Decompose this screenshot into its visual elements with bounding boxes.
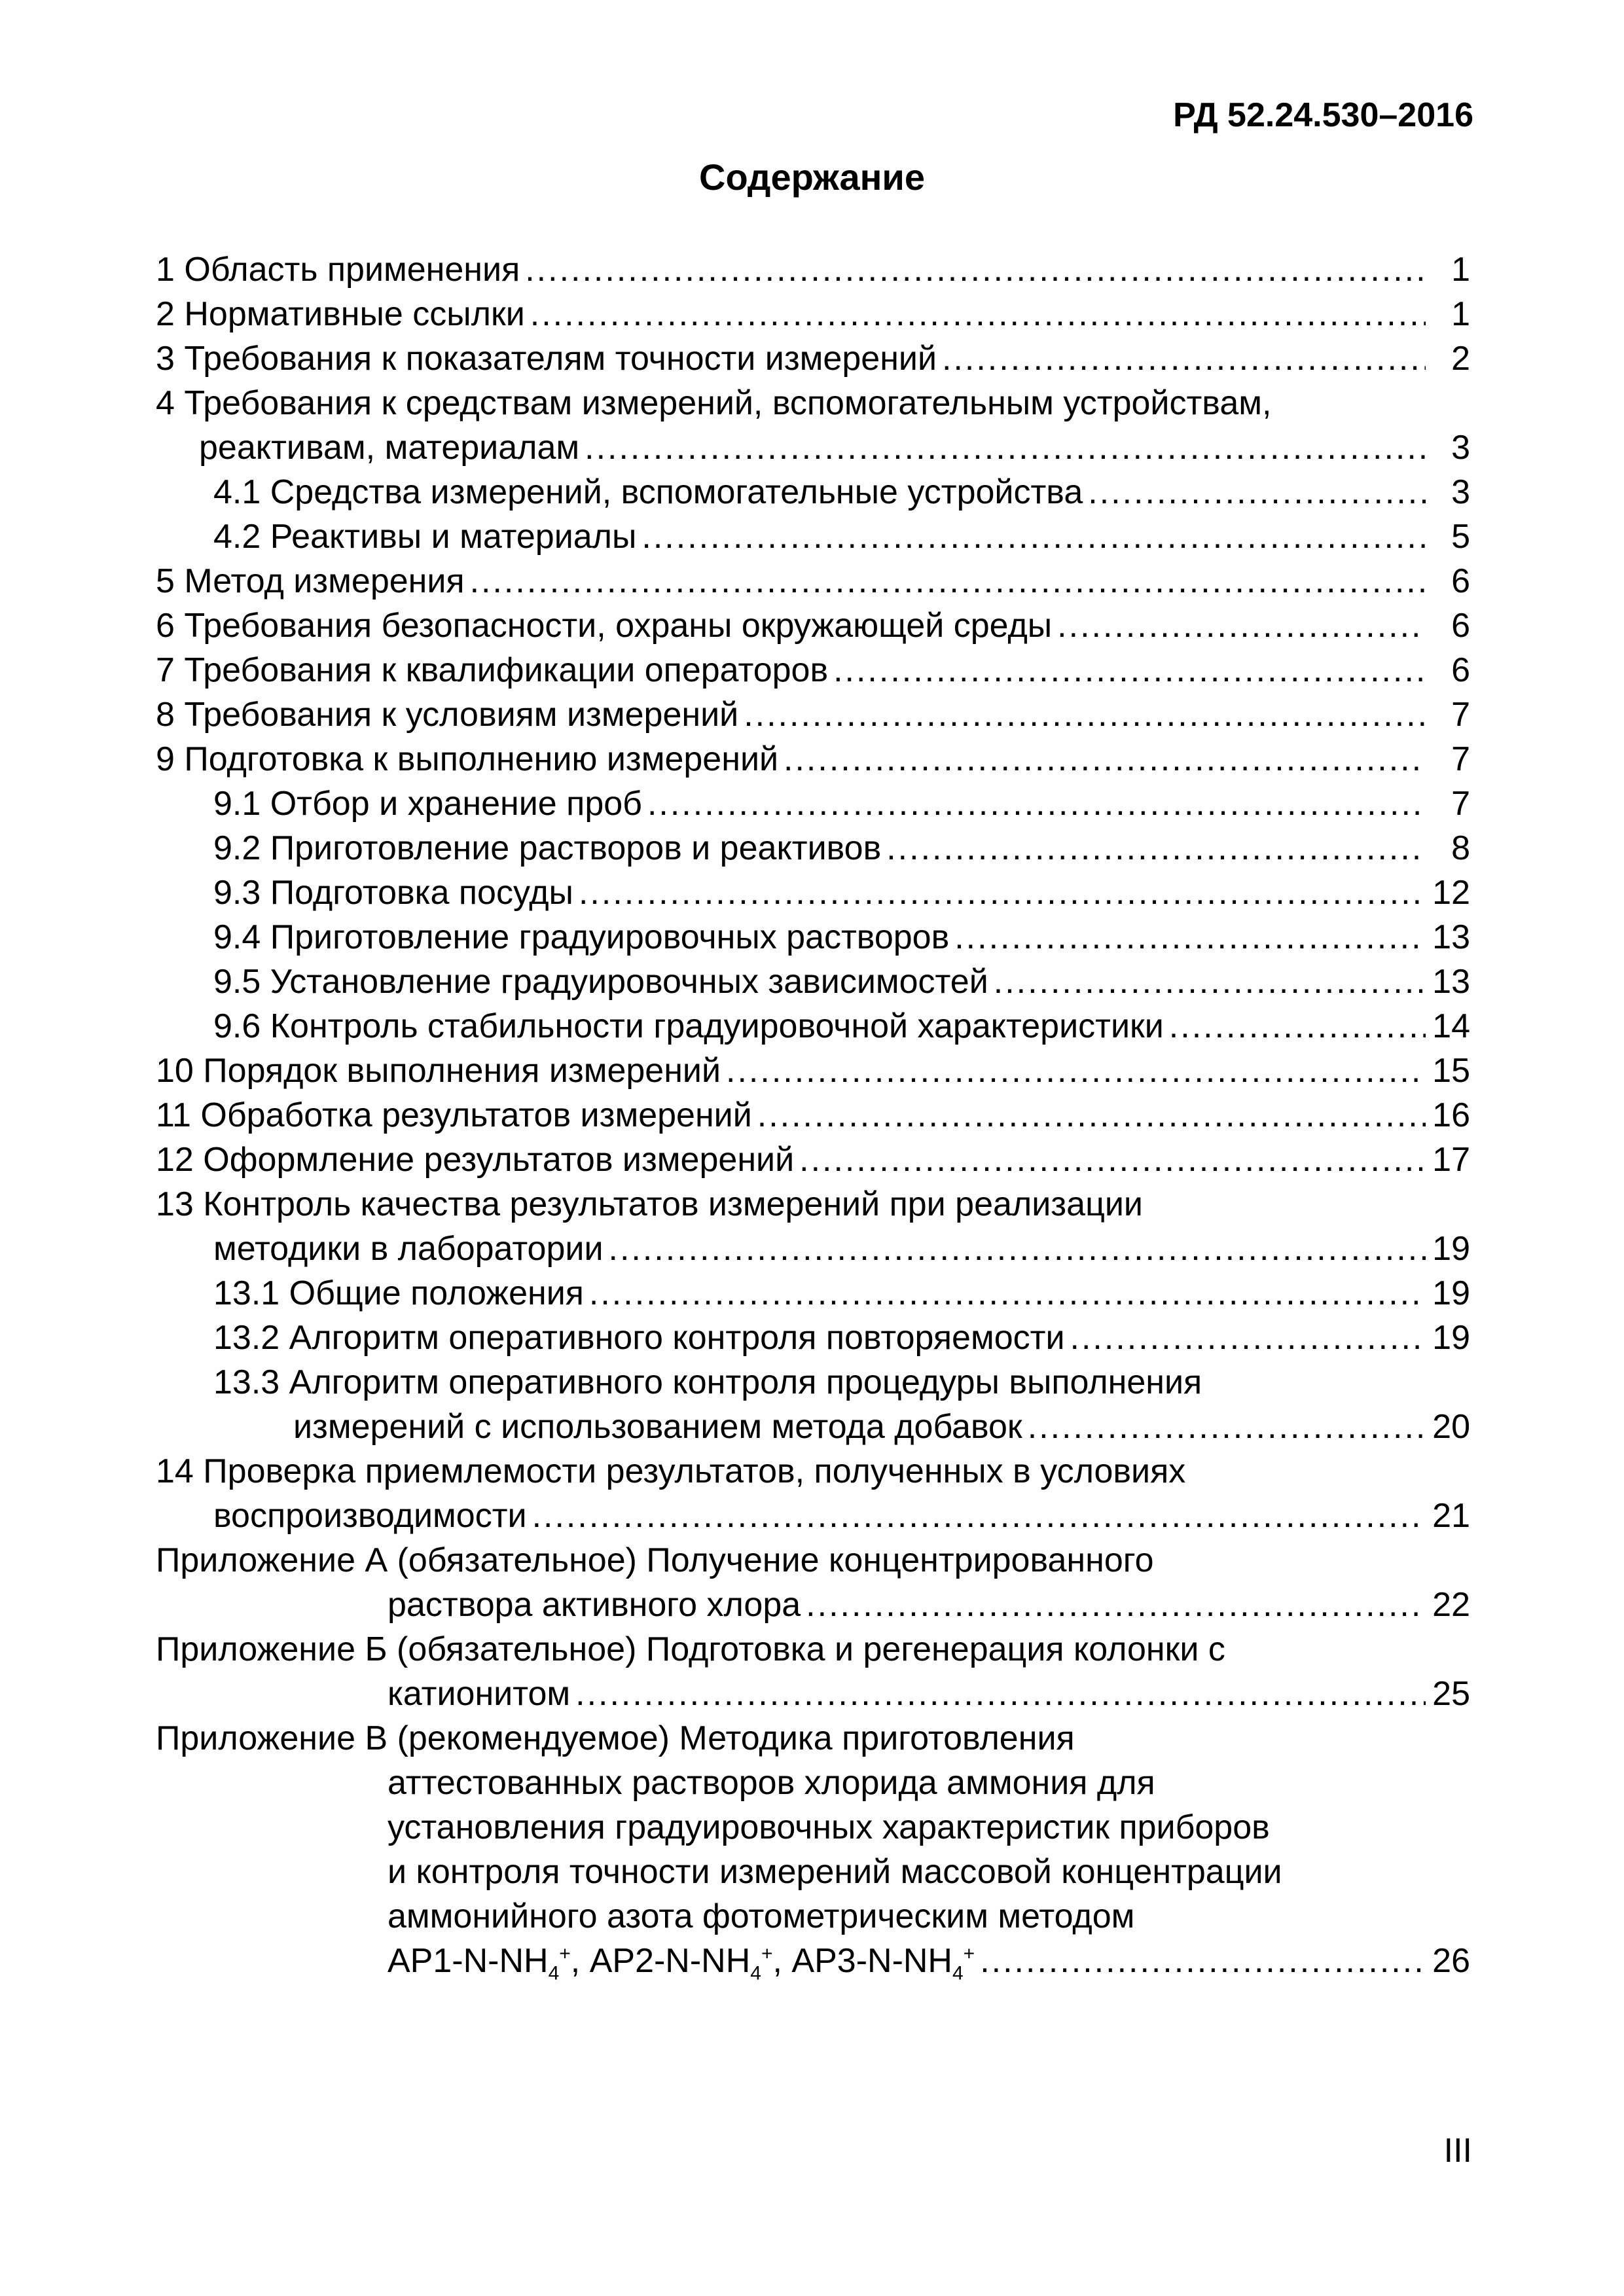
toc-leader: [1088, 470, 1426, 514]
toc-page-number: 3: [1451, 429, 1470, 467]
toc-page-number: 1: [1451, 295, 1470, 333]
toc-leader: [647, 781, 1426, 826]
toc-entry-text: 1 Область применения: [156, 251, 520, 289]
toc-entry-text: 13.3 Алгоритм оперативного контроля процедуры выполнения: [213, 1363, 1202, 1401]
toc-page-number: 5: [1451, 518, 1470, 556]
toc-entry-text: Приложение В (рекомендуемое) Методика приготовления: [156, 1719, 1075, 1757]
toc-entry-4[interactable]: [156, 425, 1470, 470]
toc-leader: [954, 915, 1426, 960]
toc-page-number: 25: [1432, 1675, 1470, 1713]
toc-entry-13-1[interactable]: [156, 1271, 1470, 1316]
toc-entry-14[interactable]: [156, 1494, 1470, 1538]
toc-leader: [525, 247, 1426, 292]
toc-entry-text: методики в лаборатории: [213, 1230, 604, 1268]
toc-page-number: 20: [1432, 1408, 1470, 1446]
toc-leader: [757, 1093, 1426, 1138]
toc-leader: [806, 1583, 1426, 1627]
toc-page-number: 12: [1432, 874, 1470, 912]
toc-entry-9-4[interactable]: [156, 915, 1470, 960]
toc-entry-2[interactable]: [156, 292, 1470, 336]
toc-entry-text: 4.2 Реактивы и материалы: [213, 518, 637, 556]
toc-leader: [585, 425, 1426, 470]
toc-entry-text: 5 Метод измерения: [156, 562, 465, 600]
page-title: Содержание: [699, 156, 925, 198]
toc-entry-text: измерений с использованием метода добавок: [293, 1408, 1022, 1446]
toc-appendix-b[interactable]: [156, 1672, 1470, 1716]
toc-entry-4-line1[interactable]: [156, 381, 1470, 425]
toc-entry-text: 9.4 Приготовление градуировочных растворов: [213, 918, 950, 956]
toc-leader: [641, 514, 1426, 559]
toc-leader: [589, 1271, 1426, 1316]
toc-leader: [744, 692, 1426, 737]
toc-entry-text: 9.1 Отбор и хранение проб: [213, 785, 642, 823]
toc-entry-text: 9.6 Контроль стабильности градуировочной характеристики: [213, 1007, 1164, 1045]
toc-entry-13-3[interactable]: [156, 1405, 1470, 1449]
toc-page-number: 6: [1451, 607, 1470, 645]
toc-entry-9-5[interactable]: [156, 960, 1470, 1004]
toc-entry-9-1[interactable]: [156, 781, 1470, 826]
toc-appendix-c-line4: [156, 1850, 1470, 1894]
toc-leader: [799, 1138, 1426, 1182]
toc-page-number: 15: [1432, 1052, 1470, 1090]
toc-entry-text: 13.2 Алгоритм оперативного контроля повторяемости: [213, 1319, 1065, 1357]
toc-page-number: 7: [1451, 785, 1470, 823]
toc-entry-9[interactable]: [156, 737, 1470, 781]
toc-appendix-b-line1[interactable]: [156, 1627, 1470, 1672]
toc-page-number: 19: [1432, 1230, 1470, 1268]
toc-leader: [470, 559, 1426, 603]
toc-entry-text: 4 Требования к средствам измерений, вспомогательным устройствам,: [156, 384, 1272, 422]
toc-entry-9-3[interactable]: [156, 870, 1470, 915]
toc-leader: [579, 870, 1426, 915]
toc-leader: [980, 1939, 1426, 1983]
toc-entry-1[interactable]: [156, 247, 1470, 292]
toc-entry-7[interactable]: [156, 648, 1470, 692]
toc-appendix-a[interactable]: [156, 1583, 1470, 1627]
toc-entry-text: 9 Подготовка к выполнению измерений: [156, 740, 779, 778]
table-of-contents: [156, 247, 1470, 1983]
page-number: III: [1443, 2132, 1472, 2170]
toc-page-number: 8: [1451, 829, 1470, 867]
toc-appendix-c-line5: [156, 1894, 1470, 1939]
toc-page-number: 22: [1432, 1586, 1470, 1624]
toc-leader: [886, 826, 1426, 870]
toc-page-number: 21: [1432, 1497, 1470, 1535]
toc-page-number: 16: [1432, 1096, 1470, 1134]
toc-entry-4-1[interactable]: [156, 470, 1470, 514]
toc-entry-text: аттестованных растворов хлорида аммония для: [388, 1764, 1155, 1802]
toc-entry-text: 9.2 Приготовление растворов и реактивов: [213, 829, 882, 867]
toc-page-number: 2: [1451, 340, 1470, 378]
toc-entry-text: и контроля точности измерений массовой концентрации: [388, 1853, 1282, 1891]
toc-entry-text: 4.1 Средства измерений, вспомогательные устройства: [213, 473, 1083, 511]
toc-entry-text: 14 Проверка приемлемости результатов, полученных в условиях: [156, 1452, 1186, 1490]
toc-page-number: 19: [1432, 1274, 1470, 1312]
toc-leader: [942, 336, 1426, 381]
toc-entry-10[interactable]: [156, 1049, 1470, 1093]
toc-leader: [530, 292, 1426, 336]
document-code: РД 52.24.530–2016: [1173, 96, 1473, 134]
toc-entry-13-line1[interactable]: [156, 1182, 1470, 1227]
toc-leader: [1169, 1004, 1426, 1049]
toc-page-number: 6: [1451, 562, 1470, 600]
toc-leader: [1057, 603, 1426, 648]
toc-entry-13[interactable]: [156, 1227, 1470, 1271]
toc-entry-8[interactable]: [156, 692, 1470, 737]
toc-page-number: 1: [1451, 251, 1470, 289]
toc-entry-text: катионитом: [388, 1675, 571, 1713]
toc-page-number: 13: [1432, 963, 1470, 1001]
toc-entry-13-3-line1[interactable]: [156, 1360, 1470, 1405]
toc-entry-text: 3 Требования к показателям точности измерений: [156, 340, 937, 378]
toc-entry-12[interactable]: [156, 1138, 1470, 1182]
toc-entry-text: 8 Требования к условиям измерений: [156, 696, 739, 734]
toc-entry-text: Приложение А (обязательное) Получение концентрированного: [156, 1541, 1154, 1579]
toc-page-number: 7: [1451, 740, 1470, 778]
toc-entry-text: 13.1 Общие положения: [213, 1274, 584, 1312]
toc-entry-text: 2 Нормативные ссылки: [156, 295, 525, 333]
toc-entry-text: Приложение Б (обязательное) Подготовка и регенерация колонки с: [156, 1630, 1225, 1668]
toc-entry-6[interactable]: [156, 603, 1470, 648]
toc-leader: [532, 1494, 1426, 1538]
toc-entry-text: 10 Порядок выполнения измерений: [156, 1052, 721, 1090]
toc-appendix-c-line1[interactable]: [156, 1716, 1470, 1761]
toc-page-number: 3: [1451, 473, 1470, 511]
toc-entry-text: воспроизводимости: [213, 1497, 527, 1535]
toc-entry-text: 13 Контроль качества результатов измерений при реализации: [156, 1185, 1143, 1223]
toc-page-number: 17: [1432, 1141, 1470, 1179]
toc-entry-5[interactable]: [156, 559, 1470, 603]
toc-entry-9-6[interactable]: [156, 1004, 1470, 1049]
toc-leader: [726, 1049, 1426, 1093]
toc-leader: [609, 1227, 1426, 1271]
toc-entry-text: 11 Обработка результатов измерений: [156, 1096, 752, 1134]
toc-leader: [833, 648, 1426, 692]
toc-entry-text: раствора активного хлора: [388, 1586, 801, 1624]
toc-entry-14-line1[interactable]: [156, 1449, 1470, 1494]
toc-entry-text: установления градуировочных характеристик приборов: [388, 1808, 1270, 1846]
toc-leader: [575, 1672, 1426, 1716]
toc-appendix-c-line2: [156, 1761, 1470, 1805]
toc-entry-4-2[interactable]: [156, 514, 1470, 559]
toc-entry-text: 9.5 Установление градуировочных зависимостей: [213, 963, 988, 1001]
toc-entry-text: 9.3 Подготовка посуды: [213, 874, 573, 912]
reference-solution-codes: $АР1-N-NH_4^+$, $АР2-N-NH_4^+$, $АР3-N-NH_4^+$: [388, 1942, 975, 1984]
toc-entry-text: аммонийного азота фотометрическим методом: [388, 1897, 1135, 1935]
toc-page-number: 26: [1432, 1942, 1470, 1980]
toc-appendix-a-line1[interactable]: [156, 1538, 1470, 1583]
toc-page-number: 7: [1451, 696, 1470, 734]
toc-leader: [994, 960, 1426, 1004]
toc-appendix-c-line3: [156, 1805, 1470, 1850]
toc-entry-9-2[interactable]: [156, 826, 1470, 870]
toc-page-number: 13: [1432, 918, 1470, 956]
toc-page-number: 19: [1432, 1319, 1470, 1357]
toc-entry-11[interactable]: [156, 1093, 1470, 1138]
toc-entry-3[interactable]: [156, 336, 1470, 381]
toc-leader: [1028, 1405, 1426, 1449]
toc-leader: [784, 737, 1426, 781]
toc-entry-text: 7 Требования к квалификации операторов: [156, 651, 829, 689]
toc-leader: [1070, 1316, 1426, 1360]
toc-entry-text: реактивам, материалам: [199, 429, 580, 467]
toc-entry-13-2[interactable]: [156, 1316, 1470, 1360]
toc-entry-text: 12 Оформление результатов измерений: [156, 1141, 795, 1179]
toc-entry-text: 6 Требования безопасности, охраны окружающей среды: [156, 607, 1053, 645]
toc-page-number: 14: [1432, 1007, 1470, 1045]
toc-page-number: 6: [1451, 651, 1470, 689]
toc-appendix-c[interactable]: [156, 1939, 1470, 1983]
